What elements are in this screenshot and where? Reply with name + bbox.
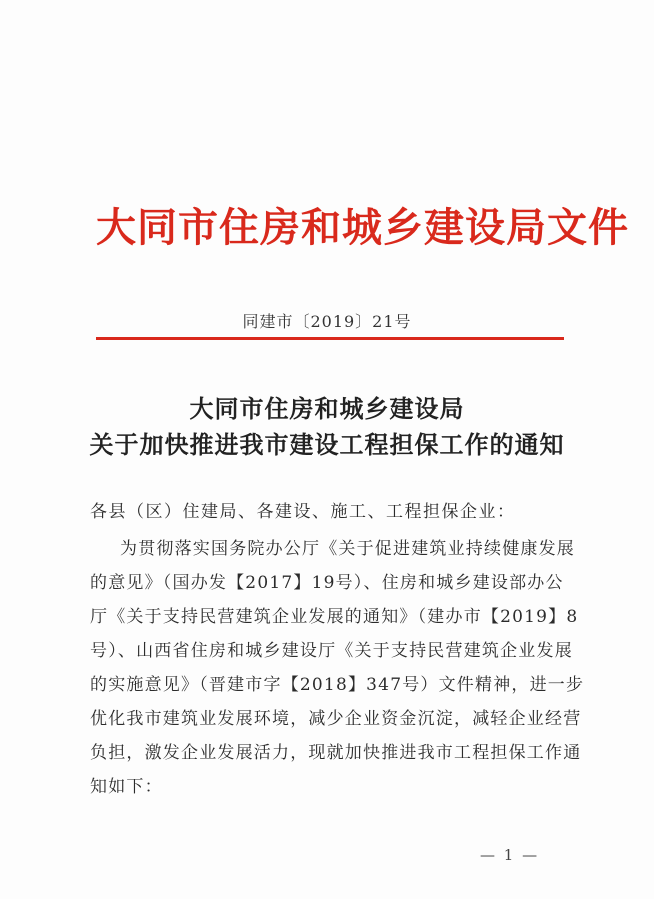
document-number: 同建市〔2019〕21号 bbox=[242, 312, 412, 331]
body-line: 知如下： bbox=[90, 777, 163, 797]
header-red-divider bbox=[96, 337, 564, 340]
notice-title-line-2: 关于加快推进我市建设工程担保工作的通知 bbox=[89, 430, 565, 459]
body-line: 号）、山西省住房和城乡建设厅《关于支持民营建筑企业发展 bbox=[90, 641, 573, 661]
body-line: 为贯彻落实国务院办公厅《关于促进建筑业持续健康发展 bbox=[120, 539, 575, 559]
salutation: 各县（区）住建局、各建设、施工、工程担保企业： bbox=[90, 502, 516, 522]
body-line: 的实施意见》（晋建市字【2018】347号）文件精神，进一步 bbox=[90, 675, 585, 695]
body-line: 的意见》（国办发【2017】19号）、住房和城乡建设部办公 bbox=[90, 573, 564, 593]
page-number: — 1 — bbox=[480, 846, 540, 864]
body-line: 优化我市建筑业发展环境，减少企业资金沉淀，减轻企业经营 bbox=[90, 709, 582, 729]
body-line: 负担，激发企业发展活力，现就加快推进我市工程担保工作通 bbox=[90, 743, 582, 763]
document-header-title: 大同市住房和城乡建设局文件 bbox=[96, 204, 629, 251]
body-line: 厅《关于支持民营建筑企业发展的通知》（建办市【2019】8 bbox=[90, 607, 579, 627]
notice-title-line-1: 大同市住房和城乡建设局 bbox=[189, 394, 465, 423]
